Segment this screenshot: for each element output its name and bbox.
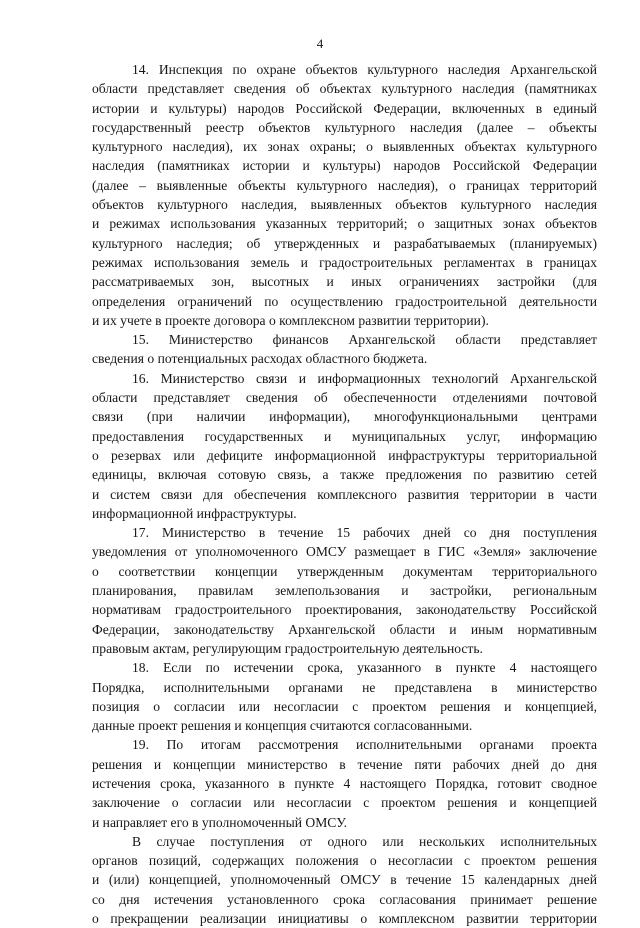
text-line: планирования, правилам землепользования и застройки, региональным	[92, 583, 597, 599]
text-line: и систем связи для обеспечения комплексного развития территории в части	[92, 486, 597, 502]
text-line: культурного наследия), их зонах охраны; о выявленных объектах культурного	[92, 139, 597, 155]
text-line: наследия (памятниках истории и культуры) народов Российской Федерации	[92, 158, 597, 174]
text-line: о прекращении реализации инициативы о комплексном развитии территории	[92, 911, 597, 927]
text-line: рассматриваемых зон, высотных и иных ограничениях застройки (для	[92, 274, 597, 290]
text-line: истории и культуры) народов Российской Федерации, включенных в единый	[92, 100, 597, 116]
text-line: и режимах использования указанных территорий; о защитных зонах объектов	[92, 216, 597, 232]
text-line: 14. Инспекция по охране объектов культурного наследия Архангельской	[132, 62, 597, 77]
text-line: и (или) концепцией, уполномоченный ОМСУ в течение 15 календарных дней	[92, 872, 597, 888]
paragraph-p17	[92, 523, 597, 658]
text-line: о соответствии концепции утвержденным документам территориального	[92, 563, 597, 579]
text-line: заключение о согласии или несогласии с проектом решения и концепцией	[92, 795, 597, 811]
text-line: области представляет сведения об объектах культурного наследия (памятниках	[92, 81, 597, 97]
paragraph-p16	[92, 369, 597, 523]
paragraph-p18	[92, 658, 597, 735]
text-line: органов позиций, содержащих положения о несогласии с проектом решения	[92, 853, 597, 869]
text-line: 15. Министерство финансов Архангельской области представляет	[132, 332, 597, 348]
page-number: 4	[316, 36, 324, 51]
text-line: культурного наследия; об утвержденных и разрабатываемых (планируемых)	[92, 235, 597, 251]
text-line: области представляет сведения об обеспеченности отделениями почтовой	[92, 390, 597, 406]
paragraph-p19	[92, 735, 597, 831]
text-line: определения ограничений по осуществлению градостроительной деятельности	[92, 293, 597, 309]
text-line: сведения о потенциальных расходах областного бюджета.	[92, 351, 428, 367]
text-line: 16. Министерство связи и информационных технологий Архангельской	[132, 370, 597, 386]
text-line: Федерации, законодательству Архангельской области и иным нормативным	[92, 621, 597, 637]
text-line: Порядка, исполнительными органами не представлена в министерство	[92, 679, 597, 695]
text-line: объектов культурного наследия, выявленных объектов культурного наследия	[92, 197, 597, 213]
text-line: истечения срока, указанного в пункте 4 настоящего Порядка, готовит сводное	[92, 775, 597, 791]
paragraph-p20	[92, 832, 597, 928]
document-body	[92, 60, 597, 928]
text-line: информационной инфраструктуры.	[92, 505, 297, 521]
text-line: 19. По итогам рассмотрения исполнительными органами проекта	[132, 737, 597, 753]
text-line: уведомления от уполномоченного ОМСУ размещает в ГИС «Земля» заключение	[92, 544, 597, 560]
text-line: позиция о согласии или несогласии с проектом решения и концепцией,	[92, 698, 597, 714]
text-line: данные проект решения и концепция считаются согласованными.	[92, 718, 473, 734]
text-line: (далее – выявленные объекты культурного наследия), о границах территорий	[92, 177, 597, 193]
paragraph-p15	[92, 330, 597, 369]
text-line: режимах использования земель и градостроительных регламентах в границах	[92, 254, 597, 270]
text-line: правовым актам, регулирующим градостроительную деятельность.	[92, 640, 483, 656]
text-line: нормативам градостроительного проектирования, законодательству Российской	[92, 602, 597, 618]
text-line: решения и концепции министерство в течение пяти рабочих дней до дня	[92, 756, 597, 772]
text-line: 17. Министерство в течение 15 рабочих дней со дня поступления	[132, 525, 597, 541]
text-line: со дня истечения установленного срока согласования принимает решение	[92, 891, 597, 907]
text-line: о резервах или дефиците информационной инфраструктуры территориальной	[92, 447, 597, 463]
text-line: и направляет его в уполномоченный ОМСУ.	[92, 814, 347, 830]
text-line: В случае поступления от одного или нескольких исполнительных	[132, 833, 597, 849]
text-line: единицы, включая сотовую связь, а также предложения по развитию сетей	[92, 467, 597, 483]
text-line: предоставления государственных и муниципальных услуг, информацию	[92, 428, 597, 444]
text-line: государственный реестр объектов культурного наследия (далее – объекты	[92, 119, 597, 135]
text-line: 18. Если по истечении срока, указанного в пункте 4 настоящего	[132, 660, 597, 676]
text-line: связи (при наличии информации), многофункциональными центрами	[92, 409, 597, 425]
paragraph-p14	[92, 60, 597, 330]
text-line: и их учете в проекте договора о комплексном развитии территории).	[92, 312, 489, 328]
